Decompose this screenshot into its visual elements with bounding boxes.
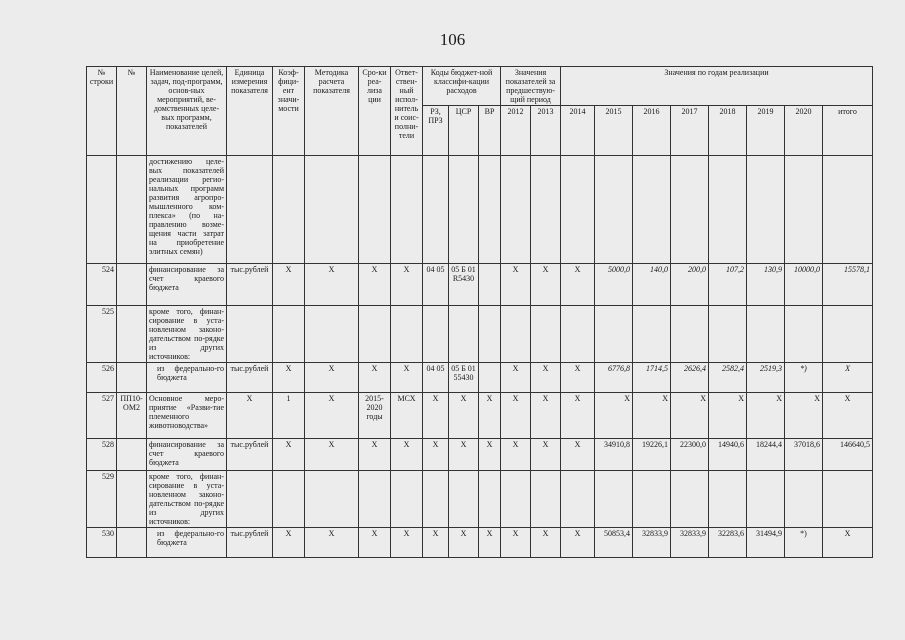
cell-csr: X xyxy=(449,439,479,471)
cell-rz: 04 05 xyxy=(423,363,449,393)
cell-csr: 05 Б 01 55430 xyxy=(449,363,479,393)
cell-rz xyxy=(423,471,449,528)
table-row xyxy=(87,306,873,363)
cell-y2014: X xyxy=(561,393,595,439)
table-row xyxy=(87,156,873,264)
cell-y2012: X xyxy=(501,439,531,471)
cell-terms: X xyxy=(359,439,391,471)
cell-y2015: X xyxy=(595,393,633,439)
cell-total xyxy=(823,471,873,528)
cell-name: финансирование за счет краевого бюджета xyxy=(147,439,227,471)
cell-y2019: 18244,4 xyxy=(747,439,785,471)
cell-y2018: 2582,4 xyxy=(709,363,747,393)
header-total: итого xyxy=(823,106,873,156)
cell-y2017: 22300,0 xyxy=(671,439,709,471)
header-budget-codes: Коды бюджет-ной классифи-кации расходов xyxy=(423,67,501,106)
cell-vr: X xyxy=(479,393,501,439)
cell-terms: X xyxy=(359,363,391,393)
cell-y2012 xyxy=(501,471,531,528)
cell-y2014 xyxy=(561,306,595,363)
cell-y2019 xyxy=(747,471,785,528)
table-row xyxy=(87,264,873,306)
cell-y2012 xyxy=(501,306,531,363)
cell-y2020: 37018,6 xyxy=(785,439,823,471)
cell-total: X xyxy=(823,363,873,393)
header-2012: 2012 xyxy=(501,106,531,156)
cell-y2020 xyxy=(785,471,823,528)
cell-terms: 2015-2020 годы xyxy=(359,393,391,439)
cell-method: X xyxy=(305,264,359,306)
cell-coef xyxy=(273,471,305,528)
cell-y2019: 31494,9 xyxy=(747,528,785,558)
cell-rz xyxy=(423,306,449,363)
cell-y2012: X xyxy=(501,393,531,439)
cell-name: из федерально-го бюджета xyxy=(147,363,227,393)
cell-terms: X xyxy=(359,528,391,558)
header-method: Методика расчета показателя xyxy=(305,67,359,156)
cell-total: X xyxy=(823,528,873,558)
cell-no xyxy=(117,306,147,363)
table-row xyxy=(87,363,873,393)
header-name: Наименование целей, задач, под-программ, основ-ных мероприятий, ве-домственных целе-вых программ, показателей xyxy=(147,67,227,156)
header-2019: 2019 xyxy=(747,106,785,156)
header-csr: ЦСР xyxy=(449,106,479,156)
page-number: 106 xyxy=(439,30,466,49)
cell-y2013: X xyxy=(531,439,561,471)
cell-exec xyxy=(391,306,423,363)
cell-y2014: X xyxy=(561,264,595,306)
cell-total xyxy=(823,306,873,363)
cell-y2017 xyxy=(671,471,709,528)
cell-y2017 xyxy=(671,306,709,363)
cell-method: X xyxy=(305,528,359,558)
cell-y2014: X xyxy=(561,363,595,393)
cell-name: кроме того, финан-сирование в уста-новленном законо-дательством по-рядке из других источников: xyxy=(147,306,227,363)
cell-name: кроме того, финан-сирование в уста-новленном законо-дательством по-рядке из других источников: xyxy=(147,471,227,528)
cell-vr xyxy=(479,306,501,363)
cell-vr: X xyxy=(479,528,501,558)
cell-y2014: X xyxy=(561,439,595,471)
cell-csr: X xyxy=(449,393,479,439)
cell-y2020: *) xyxy=(785,528,823,558)
cell-no xyxy=(117,439,147,471)
cell-vr xyxy=(479,363,501,393)
cell-name: финансирование за счет краевого бюджета xyxy=(147,264,227,306)
cell-total: X xyxy=(823,393,873,439)
cell-y2014: X xyxy=(561,528,595,558)
cell-y2016 xyxy=(633,471,671,528)
cell-method xyxy=(305,306,359,363)
cell-y2012: X xyxy=(501,363,531,393)
cell-exec: X xyxy=(391,439,423,471)
cell-y2017: X xyxy=(671,393,709,439)
cell-y2017: 32833,9 xyxy=(671,528,709,558)
cell-y2020: X xyxy=(785,393,823,439)
cell-y2017: 2626,4 xyxy=(671,363,709,393)
cell-unit: тыс.рублей xyxy=(227,439,273,471)
table-row xyxy=(87,393,873,439)
cell-coef xyxy=(273,306,305,363)
cell-total: 146640,5 xyxy=(823,439,873,471)
cell-row: 528 xyxy=(87,439,117,471)
cell-no xyxy=(117,264,147,306)
header-2017: 2017 xyxy=(671,106,709,156)
cell-y2013: X xyxy=(531,264,561,306)
cell-no xyxy=(117,528,147,558)
header-2018: 2018 xyxy=(709,106,747,156)
cell-csr: 05 Б 01 R5430 xyxy=(449,264,479,306)
header-years-values: Значения по годам реализации xyxy=(561,67,873,106)
cell-y2019 xyxy=(747,306,785,363)
header-2016: 2016 xyxy=(633,106,671,156)
cell-y2015: 50853,4 xyxy=(595,528,633,558)
cell-unit: тыс.рублей xyxy=(227,264,273,306)
cell-method: X xyxy=(305,363,359,393)
cell-exec: X xyxy=(391,528,423,558)
cell-y2017: 200,0 xyxy=(671,264,709,306)
cell-rz: X xyxy=(423,393,449,439)
cell-unit: X xyxy=(227,393,273,439)
cell-y2019: 130,9 xyxy=(747,264,785,306)
cell-y2015 xyxy=(595,471,633,528)
cell-vr: X xyxy=(479,439,501,471)
cell-y2014 xyxy=(561,471,595,528)
cell-y2018: 32283,6 xyxy=(709,528,747,558)
cell-unit: тыс.рублей xyxy=(227,363,273,393)
cell-y2012: X xyxy=(501,528,531,558)
cell-y2015: 5000,0 xyxy=(595,264,633,306)
cell-y2018 xyxy=(709,306,747,363)
cell-y2016: 140,0 xyxy=(633,264,671,306)
cell-y2018: X xyxy=(709,393,747,439)
cell-row: 525 xyxy=(87,306,117,363)
cell-y2016: 32833,9 xyxy=(633,528,671,558)
cell-rz: 04 05 xyxy=(423,264,449,306)
cell-y2020 xyxy=(785,306,823,363)
cell-coef: X xyxy=(273,439,305,471)
cell-coef: X xyxy=(273,264,305,306)
cell-y2013 xyxy=(531,306,561,363)
cell-terms: X xyxy=(359,264,391,306)
cell-exec: МСХ xyxy=(391,393,423,439)
cell-row: 526 xyxy=(87,363,117,393)
cell-y2019: X xyxy=(747,393,785,439)
cell-y2013: X xyxy=(531,528,561,558)
header-row-number: № строки xyxy=(87,67,117,156)
cell-terms xyxy=(359,471,391,528)
table-row xyxy=(87,439,873,471)
header-2020: 2020 xyxy=(785,106,823,156)
header-2013: 2013 xyxy=(531,106,561,156)
cell-y2016 xyxy=(633,306,671,363)
header-executor: Ответ-ствен-ный испол-нитель и соис-полни-тели xyxy=(391,67,423,156)
cell-y2013: X xyxy=(531,363,561,393)
cell-y2018: 14940,6 xyxy=(709,439,747,471)
cell-method: X xyxy=(305,439,359,471)
cell-coef: 1 xyxy=(273,393,305,439)
cell-y2013: X xyxy=(531,393,561,439)
cell-y2015: 34910,8 xyxy=(595,439,633,471)
cell-rz: X xyxy=(423,439,449,471)
cell-y2013 xyxy=(531,471,561,528)
cell-method xyxy=(305,471,359,528)
header-terms: Сро-ки реа-лиза ции xyxy=(359,67,391,156)
cell-coef: X xyxy=(273,528,305,558)
header-2015: 2015 xyxy=(595,106,633,156)
header-rz: РЗ, ПРЗ xyxy=(423,106,449,156)
header-prev-values: Значения показателей за предшествую-щий период xyxy=(501,67,561,106)
cell-vr xyxy=(479,471,501,528)
cell-y2020: *) xyxy=(785,363,823,393)
cell-coef: X xyxy=(273,363,305,393)
header-2014: 2014 xyxy=(561,106,595,156)
cell-no xyxy=(117,471,147,528)
cell-y2018 xyxy=(709,471,747,528)
cell-y2015 xyxy=(595,306,633,363)
cell-unit: тыс.рублей xyxy=(227,528,273,558)
cell-name: Основное меро-приятие «Разви-тие племенного животноводства» xyxy=(147,393,227,439)
cell-y2016: 1714,5 xyxy=(633,363,671,393)
cell-exec: X xyxy=(391,363,423,393)
header-coefficient: Коэф-фици-ент значи-мости xyxy=(273,67,305,156)
table-row xyxy=(87,471,873,528)
cell-row: 529 xyxy=(87,471,117,528)
cell-no: ПП10-ОМ2 xyxy=(117,393,147,439)
cell-y2016: X xyxy=(633,393,671,439)
cell-method: X xyxy=(305,393,359,439)
cell-y2020: 10000,0 xyxy=(785,264,823,306)
cell-unit xyxy=(227,306,273,363)
cell-y2012: X xyxy=(501,264,531,306)
header-vr: ВР xyxy=(479,106,501,156)
cell-exec xyxy=(391,471,423,528)
cell-terms xyxy=(359,306,391,363)
cell-csr xyxy=(449,471,479,528)
header-number: № xyxy=(117,67,147,156)
cell-csr xyxy=(449,306,479,363)
cell-y2015: 6776,8 xyxy=(595,363,633,393)
cell-y2018: 107,2 xyxy=(709,264,747,306)
header-unit: Единица измерения показателя xyxy=(227,67,273,156)
cell-unit xyxy=(227,471,273,528)
cell-no xyxy=(117,363,147,393)
cell-row: 530 xyxy=(87,528,117,558)
cell-total: 15578,1 xyxy=(823,264,873,306)
cell-y2019: 2519,3 xyxy=(747,363,785,393)
cell-row: 524 xyxy=(87,264,117,306)
cell-y2016: 19226,1 xyxy=(633,439,671,471)
program-table xyxy=(86,66,873,558)
cell-rz: X xyxy=(423,528,449,558)
cell-exec: X xyxy=(391,264,423,306)
continuation-text: достижению целе-вых показателей реализации регио-нальных программ развития агропро-мышленного ком-плекса» (по на-правлению возме-щения части затрат на приобретение элитных семян) xyxy=(147,156,227,264)
cell-csr: X xyxy=(449,528,479,558)
table-row xyxy=(87,528,873,558)
cell-name: из федерально-го бюджета xyxy=(147,528,227,558)
cell-row: 527 xyxy=(87,393,117,439)
cell-vr xyxy=(479,264,501,306)
